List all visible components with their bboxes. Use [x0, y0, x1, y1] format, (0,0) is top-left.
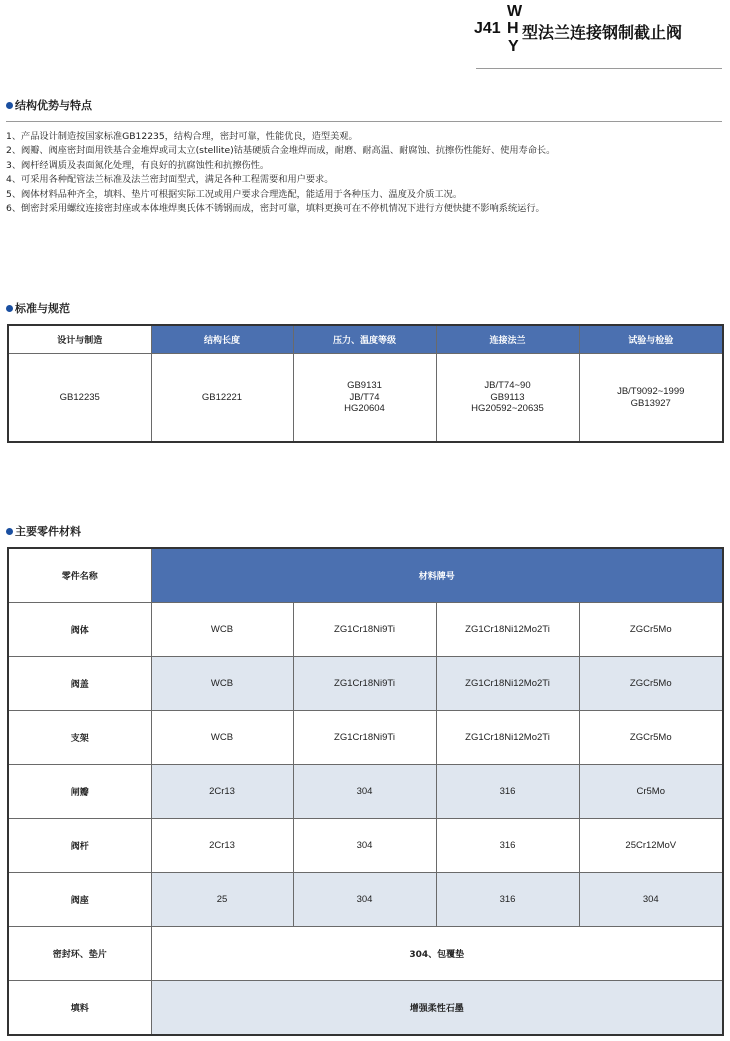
material-cell: WCB [151, 657, 293, 711]
material-cell: WCB [151, 603, 293, 657]
standard-code: HG20604 [344, 403, 385, 415]
standards-value-row [8, 354, 723, 443]
part-name: 闸瓣 [8, 765, 151, 819]
material-cell: 316 [436, 765, 579, 819]
material-cell: ZG1Cr18Ni9Ti [293, 603, 436, 657]
standards-heading-text: 标准与规范 [15, 302, 70, 315]
materials-heading-text: 主要零件材料 [15, 525, 81, 538]
material-row [8, 603, 723, 657]
material-row-merged [8, 981, 723, 1036]
feature-item: 5、阀体材料品种齐全，填料、垫片可根据实际工况或用户要求合理选配，能适用于各种压力、温度及介质工况。 [6, 188, 463, 200]
material-cell: 304 [293, 873, 436, 927]
material-cell: ZG1Cr18Ni12Mo2Ti [436, 603, 579, 657]
material-cell: 304 [293, 765, 436, 819]
title-product-name: 型法兰连接钢制截止阀 [522, 23, 683, 42]
material-cell: 316 [436, 819, 579, 873]
part-name: 阀盖 [8, 657, 151, 711]
standard-code: GB9131 [347, 380, 382, 392]
standards-header-cell: 结构长度 [151, 325, 293, 354]
standards-value-cell [151, 354, 293, 443]
standard-code: GB12235 [59, 391, 100, 403]
part-name: 阀体 [8, 603, 151, 657]
material-cell: ZGCr5Mo [579, 657, 723, 711]
standards-table [7, 324, 724, 443]
material-row [8, 711, 723, 765]
material-cell: 2Cr13 [151, 819, 293, 873]
standards-header-cell: 压力、温度等级 [293, 325, 436, 354]
standards-heading [6, 300, 70, 316]
standards-header-row [8, 325, 723, 354]
material-cell: ZG1Cr18Ni9Ti [293, 657, 436, 711]
material-cell: WCB [151, 711, 293, 765]
material-cell-merged: 304、包覆垫 [151, 927, 723, 981]
feature-item: 4、可采用各种配管法兰标准及法兰密封面型式，满足各种工程需要和用户要求。 [6, 174, 334, 186]
material-cell: ZGCr5Mo [579, 711, 723, 765]
features-heading [6, 97, 92, 113]
product-title [474, 2, 724, 64]
standards-value-cell [293, 354, 436, 443]
standards-value-cell [579, 354, 723, 443]
materials-header-row [8, 548, 723, 603]
part-name: 填料 [8, 981, 151, 1036]
part-name: 阀座 [8, 873, 151, 927]
materials-heading [6, 523, 81, 539]
title-variant-top: W [507, 3, 523, 20]
feature-item: 2、阀瓣、阀座密封面用铁基合金堆焊或司太立(stellite)钴基硬质合金堆焊而成，耐磨、耐高温、耐腐蚀、抗擦伤性能好、使用寿命长。 [6, 145, 556, 157]
standard-code: JB/T74 [349, 391, 380, 403]
standard-code: JB/T9092~1999 [617, 386, 685, 397]
material-cell: ZG1Cr18Ni12Mo2Ti [436, 657, 579, 711]
material-cell-merged: 增强柔性石墨 [151, 981, 723, 1036]
material-cell: ZG1Cr18Ni9Ti [293, 711, 436, 765]
part-name: 阀杆 [8, 819, 151, 873]
part-name: 密封环、垫片 [8, 927, 151, 981]
material-cell: ZG1Cr18Ni12Mo2Ti [436, 711, 579, 765]
material-cell: 316 [436, 873, 579, 927]
material-cell: ZGCr5Mo [579, 603, 723, 657]
feature-item: 1、产品设计制造按国家标准GB12235，结构合理，密封可靠，性能优良，造型美观。 [6, 131, 358, 142]
materials-table [7, 547, 724, 1036]
features-list [6, 130, 726, 216]
standards-value-cell [8, 354, 151, 443]
standards-header-cell: 连接法兰 [436, 325, 579, 354]
standard-code: GB13927 [630, 397, 671, 409]
standards-header-cell: 试验与检验 [579, 325, 723, 354]
feature-item: 3、阀杆经调质及表面氮化处理，有良好的抗腐蚀性和抗擦伤性。 [6, 159, 270, 171]
material-row [8, 819, 723, 873]
title-divider [476, 68, 722, 69]
title-variant-middle: H [507, 20, 519, 37]
standard-code: JB/T74~90 [484, 380, 531, 392]
material-cell: 25Cr12MoV [579, 819, 723, 873]
features-divider [6, 121, 722, 122]
bullet-icon [6, 305, 13, 312]
title-model-prefix: J41 [474, 20, 501, 37]
features-heading-text: 结构优势与特点 [15, 99, 92, 112]
standards-value-cell [436, 354, 579, 443]
material-row-merged [8, 927, 723, 981]
materials-header-part: 零件名称 [8, 548, 151, 603]
feature-item: 6、倒密封采用螺纹连接密封座或本体堆焊奥氏体不锈钢而成，密封可靠，填料更换可在不停机情况下进行方便快捷不影响系统运行。 [6, 203, 545, 215]
material-row [8, 765, 723, 819]
part-name: 支架 [8, 711, 151, 765]
standard-code: GB9113 [490, 391, 525, 403]
material-cell: Cr5Mo [579, 765, 723, 819]
title-variant-bottom: Y [508, 38, 519, 55]
material-row [8, 657, 723, 711]
material-cell: 25 [151, 873, 293, 927]
material-cell: 304 [293, 819, 436, 873]
standard-code: GB12221 [201, 391, 243, 403]
material-cell: 304 [579, 873, 723, 927]
material-row [8, 873, 723, 927]
material-cell: 2Cr13 [151, 765, 293, 819]
standard-code: HG20592~20635 [471, 403, 544, 415]
standards-header-cell: 设计与制造 [8, 325, 151, 354]
bullet-icon [6, 102, 13, 109]
materials-header-grade: 材料牌号 [151, 548, 723, 603]
bullet-icon [6, 528, 13, 535]
